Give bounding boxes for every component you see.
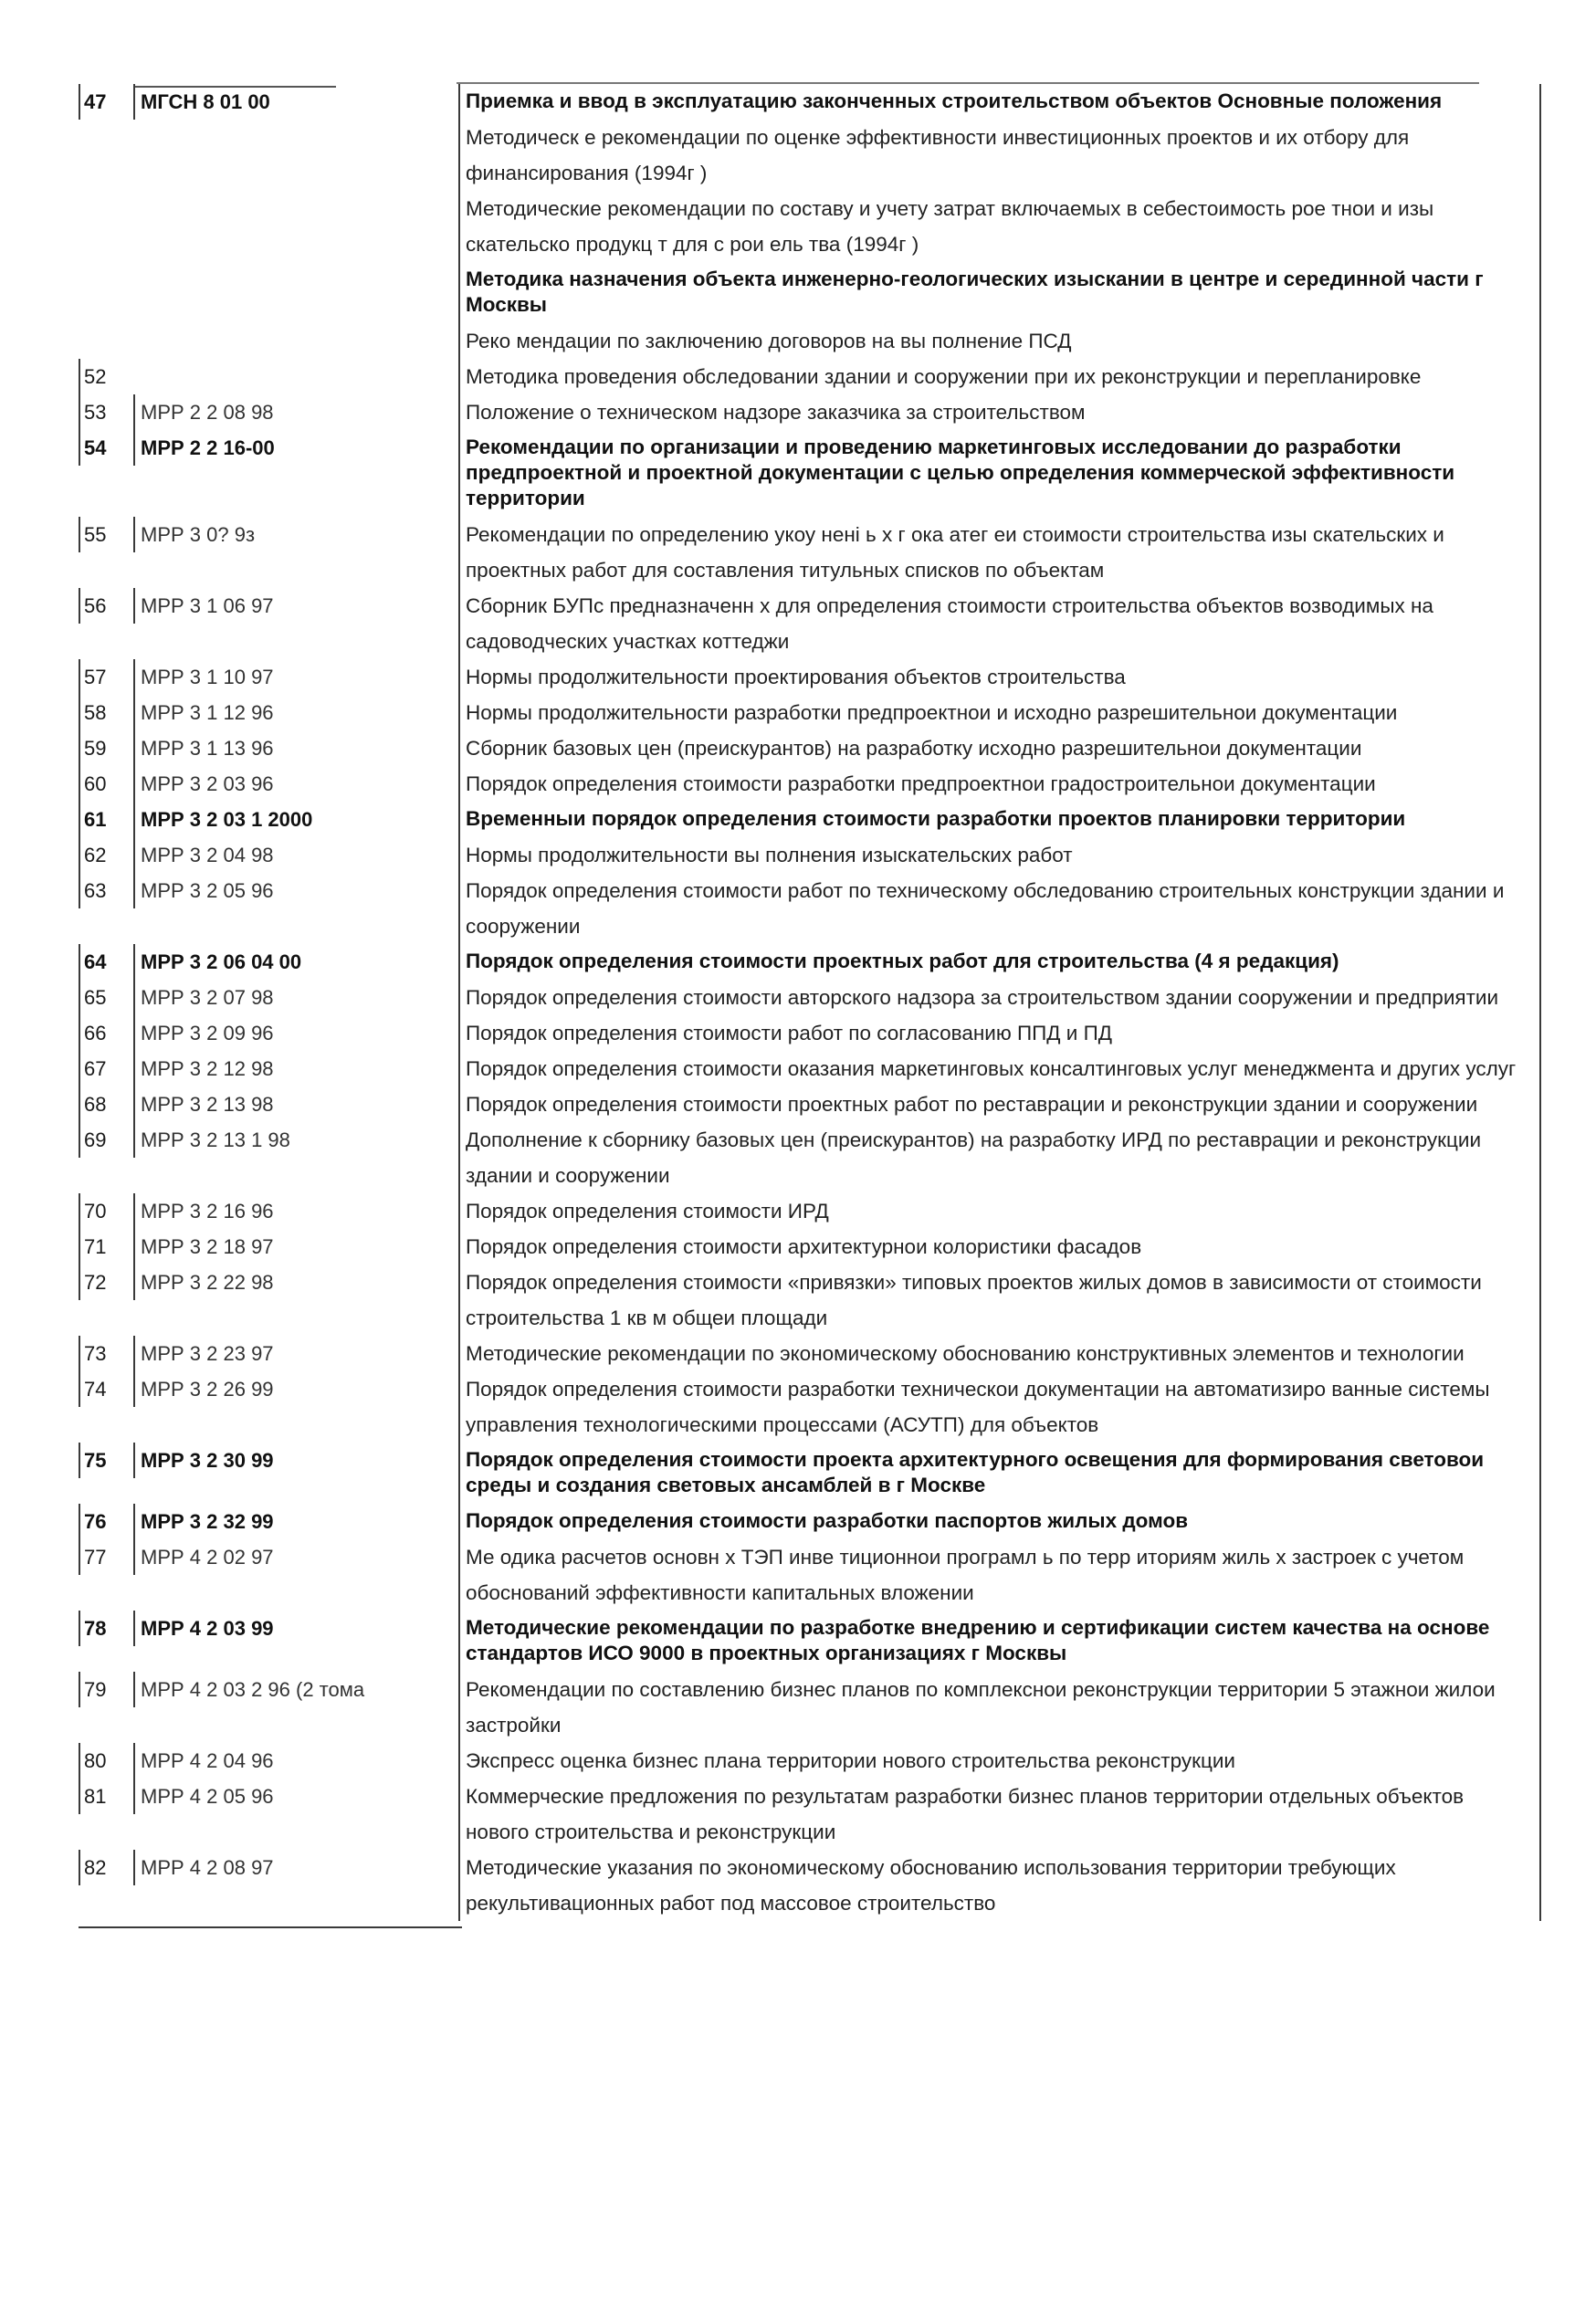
table-row <box>79 517 1530 588</box>
row-number: 57 <box>79 659 133 695</box>
document-code: МРР 3 1 06 97 <box>133 588 458 624</box>
table-row <box>79 1193 1530 1229</box>
row-number: 65 <box>79 980 133 1015</box>
document-code: МРР 2 2 08 98 <box>133 394 458 430</box>
document-title: Нормы продолжительности проектирования объектов строительства <box>458 659 1530 695</box>
row-number: 68 <box>79 1086 133 1122</box>
document-code: МРР 4 2 03 2 96 (2 тома <box>133 1672 458 1707</box>
document-code: МРР 3 2 13 98 <box>133 1086 458 1122</box>
document-code: МРР 3 2 30 99 <box>133 1443 458 1478</box>
table-row <box>79 430 1530 517</box>
document-title: Рекомендации по составлению бизнес планов по комплекснои реконструкции территории 5 этажнои жилои застройки <box>458 1672 1530 1743</box>
document-code: МРР 3 2 13 1 98 <box>133 1122 458 1158</box>
document-code: МРР 3 2 09 96 <box>133 1015 458 1051</box>
row-number: 66 <box>79 1015 133 1051</box>
document-title: Порядок определения стоимости проектных работ по реставрации и реконструкции здании и сооружении <box>458 1086 1530 1122</box>
document-title: Сборник БУПс предназначенн х для определения стоимости строительства объектов возводимых на садоводческих участках коттеджи <box>458 588 1530 659</box>
row-number: 75 <box>79 1443 133 1478</box>
row-number: 82 <box>79 1850 133 1885</box>
document-title: Приемка и ввод в эксплуатацию законченных строительством объектов Основные положения <box>458 84 1530 120</box>
document-code: МГСН 8 01 00 <box>133 84 458 120</box>
table-row <box>79 359 1530 394</box>
row-number: 62 <box>79 837 133 873</box>
table-row <box>79 262 1530 323</box>
table-row <box>79 1265 1530 1336</box>
document-title: Методические указания по экономическому обоснованию использования территории требующих рекультивационных работ под массовое строительство <box>458 1850 1530 1921</box>
document-code: МРР 3 2 18 97 <box>133 1229 458 1265</box>
table-row <box>79 1743 1530 1779</box>
document-code: МРР 2 2 16-00 <box>133 430 458 466</box>
document-code: МРР 3 1 12 96 <box>133 695 458 730</box>
table-row <box>79 802 1530 837</box>
document-title: Методические рекомендации по экономическому обоснованию конструктивных элементов и технологии <box>458 1336 1530 1371</box>
table-row <box>79 1850 1530 1921</box>
table-row <box>79 980 1530 1015</box>
row-number: 71 <box>79 1229 133 1265</box>
document-code: МРР 3 2 32 99 <box>133 1504 458 1539</box>
row-number: 74 <box>79 1371 133 1407</box>
document-code: МРР 3 2 07 98 <box>133 980 458 1015</box>
row-number: 72 <box>79 1265 133 1300</box>
table-row <box>79 1015 1530 1051</box>
table-row <box>79 944 1530 980</box>
document-title: Нормы продолжительности разработки предпроектнои и исходно разрешительнои документации <box>458 695 1530 730</box>
document-title: Порядок определения стоимости ИРД <box>458 1193 1530 1229</box>
row-number: 58 <box>79 695 133 730</box>
row-number: 53 <box>79 394 133 430</box>
row-number: 59 <box>79 730 133 766</box>
table-row <box>79 1779 1530 1850</box>
document-code: МРР 3 0? 9з <box>133 517 458 552</box>
table-row <box>79 1371 1530 1443</box>
row-number: 73 <box>79 1336 133 1371</box>
row-number: 61 <box>79 802 133 837</box>
document-title: Методика назначения объекта инженерно-геологических изыскании в центре и серединной части г Москвы <box>458 262 1530 323</box>
document-code: МРР 3 2 05 96 <box>133 873 458 908</box>
document-title: Реко мендации по заключению договоров на вы полнение ПСД <box>458 323 1530 359</box>
document-code: МРР 3 2 03 96 <box>133 766 458 802</box>
document-code: МРР 4 2 03 99 <box>133 1611 458 1646</box>
document-title: Ме одика расчетов основн х ТЭП инве тиционнои програмл ь по терр иториям жиль х застроек с учетом обоснований эффективности капитальных вложении <box>458 1539 1530 1611</box>
table-row <box>79 191 1530 262</box>
document-code: МРР 3 2 03 1 2000 <box>133 802 458 837</box>
row-number: 77 <box>79 1539 133 1575</box>
document-title: Нормы продолжительности вы полнения изыскательских работ <box>458 837 1530 873</box>
document-title: Порядок определения стоимости архитектурнои колористики фасадов <box>458 1229 1530 1265</box>
document-code: МРР 3 2 06 04 00 <box>133 944 458 980</box>
table-row <box>79 1122 1530 1193</box>
table-row <box>79 1086 1530 1122</box>
row-number: 52 <box>79 359 133 394</box>
document-title: Порядок определения стоимости авторского надзора за строительством здании сооружении и предприятии <box>458 980 1530 1015</box>
row-number: 78 <box>79 1611 133 1646</box>
document-title: Дополнение к сборнику базовых цен (преискурантов) на разработку ИРД по реставрации и реконструкции здании и сооружении <box>458 1122 1530 1193</box>
document-code: МРР 3 1 13 96 <box>133 730 458 766</box>
row-number: 67 <box>79 1051 133 1086</box>
table-row <box>79 1504 1530 1539</box>
row-number: 47 <box>79 84 133 120</box>
table-row <box>79 837 1530 873</box>
row-number: 70 <box>79 1193 133 1229</box>
document-code: МРР 4 2 05 96 <box>133 1779 458 1814</box>
row-number: 63 <box>79 873 133 908</box>
document-title: Методические рекомендации по разработке внедрению и сертификации систем качества на основе стандартов ИСО 9000 в проектных организациях г Москвы <box>458 1611 1530 1672</box>
document-title: Сборник базовых цен (преискурантов) на разработку исходно разрешительнои документации <box>458 730 1530 766</box>
document-code: МРР 3 2 16 96 <box>133 1193 458 1229</box>
table-row <box>79 730 1530 766</box>
document-title: Методические рекомендации по составу и учету затрат включаемых в себестоимость рое тнои и изы скательско продукц т для с рои ель тва (1994г ) <box>458 191 1530 262</box>
row-number: 81 <box>79 1779 133 1814</box>
document-title: Порядок определения стоимости проекта архитектурного освещения для формирования световои среды и создания световых ансамблей в г Москве <box>458 1443 1530 1504</box>
document-title: Рекомендации по организации и проведению маркетинговых исследовании до разработки предпроектной и проектной документации с целью определения коммерческой эффективности территории <box>458 430 1530 517</box>
row-number: 64 <box>79 944 133 980</box>
document-code: МРР 3 2 04 98 <box>133 837 458 873</box>
table-row <box>79 1443 1530 1504</box>
row-number: 56 <box>79 588 133 624</box>
document-code: МРР 3 2 23 97 <box>133 1336 458 1371</box>
document-title: Коммерческие предложения по результатам разработки бизнес планов территории отдельных объектов нового строительства и реконструкции <box>458 1779 1530 1850</box>
table-row <box>79 323 1530 359</box>
table-row <box>79 1229 1530 1265</box>
document-title: Порядок определения стоимости разработки предпроектнои градостроительнои документации <box>458 766 1530 802</box>
bottom-rule <box>79 1926 462 1928</box>
row-number: 54 <box>79 430 133 466</box>
table-row <box>79 394 1530 430</box>
row-number: 80 <box>79 1743 133 1779</box>
document-title: Порядок определения стоимости оказания маркетинговых консалтинговых услуг менеджмента и других услуг <box>458 1051 1530 1086</box>
document-code: МРР 3 2 26 99 <box>133 1371 458 1407</box>
row-number: 76 <box>79 1504 133 1539</box>
table-row <box>79 659 1530 695</box>
table-row <box>79 84 1530 120</box>
row-number: 69 <box>79 1122 133 1158</box>
table-row <box>79 1051 1530 1086</box>
document-title: Рекомендации по определению укоу нені ь х г ока атег еи стоимости строительства изы скательских и проектных работ для составления титульных списков по объектам <box>458 517 1530 588</box>
document-title: Порядок определения стоимости работ по техническому обследованию строительных конструкции здании и сооружении <box>458 873 1530 944</box>
document-title: Порядок определения стоимости разработки техническои документации на автоматизиро ванные системы управления технологическими процессами (АСУТП) для объектов <box>458 1371 1530 1443</box>
document-title: Экспресс оценка бизнес плана территории нового строительства реконструкции <box>458 1743 1530 1779</box>
document-title: Положение о техническом надзоре заказчика за строительством <box>458 394 1530 430</box>
normative-documents-table <box>79 84 1530 1921</box>
document-code: МРР 3 1 10 97 <box>133 659 458 695</box>
right-border-rule <box>1539 84 1541 1921</box>
table-row <box>79 120 1530 191</box>
table-row <box>79 588 1530 659</box>
document-title: Порядок определения стоимости работ по согласованию ППД и ПД <box>458 1015 1530 1051</box>
row-number: 79 <box>79 1672 133 1707</box>
table-row <box>79 1611 1530 1672</box>
table-row <box>79 1672 1530 1743</box>
document-title: Порядок определения стоимости проектных работ для строительства (4 я редакция) <box>458 944 1530 980</box>
document-code: МРР 4 2 02 97 <box>133 1539 458 1575</box>
table-row <box>79 695 1530 730</box>
document-title: Порядок определения стоимости разработки паспортов жилых домов <box>458 1504 1530 1539</box>
table-row <box>79 766 1530 802</box>
document-title: Методика проведения обследовании здании и сооружении при их реконструкции и перепланировке <box>458 359 1530 394</box>
document-title: Временныи порядок определения стоимости разработки проектов планировки территории <box>458 802 1530 837</box>
document-code: МРР 3 2 22 98 <box>133 1265 458 1300</box>
table-row <box>79 1539 1530 1611</box>
row-number: 60 <box>79 766 133 802</box>
document-title: Методическ е рекомендации по оценке эффективности инвестиционных проектов и их отбору для финансирования (1994г ) <box>458 120 1530 191</box>
table-row <box>79 1336 1530 1371</box>
row-number: 55 <box>79 517 133 552</box>
document-title: Порядок определения стоимости «привязки» типовых проектов жилых домов в зависимости от стоимости строительства 1 кв м общеи площади <box>458 1265 1530 1336</box>
document-code: МРР 4 2 04 96 <box>133 1743 458 1779</box>
document-code: МРР 3 2 12 98 <box>133 1051 458 1086</box>
document-code: МРР 4 2 08 97 <box>133 1850 458 1885</box>
table-row <box>79 873 1530 944</box>
